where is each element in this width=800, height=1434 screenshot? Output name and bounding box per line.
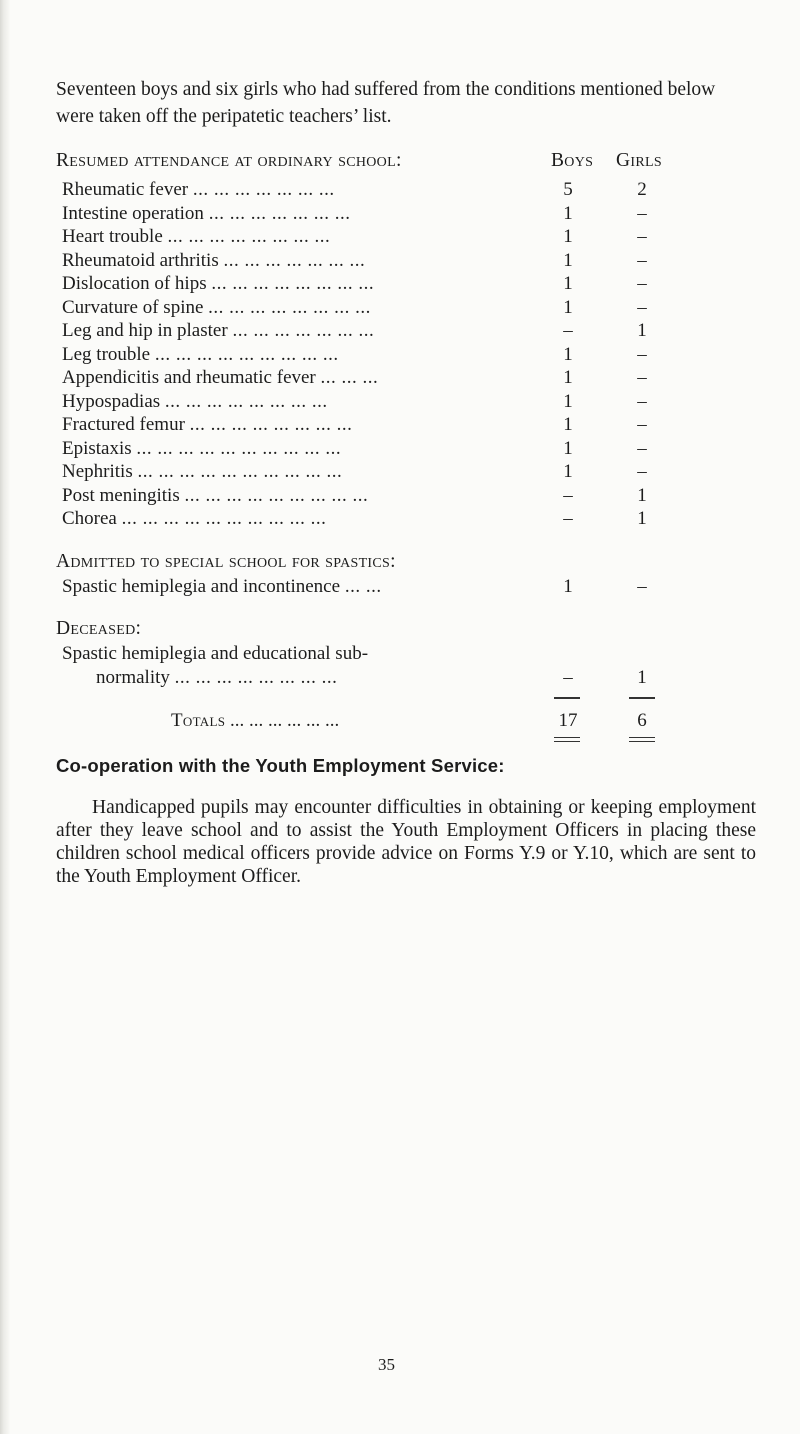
leader-dots: ... ... ... ... ... ... bbox=[230, 710, 340, 731]
boys-value: 1 bbox=[563, 249, 573, 271]
table-row bbox=[56, 366, 756, 390]
table-row bbox=[56, 296, 756, 320]
table-header bbox=[56, 150, 756, 178]
section-admitted-title: Admitted to special school for spastics: bbox=[56, 550, 396, 572]
page-number: 35 bbox=[378, 1355, 395, 1374]
page-scan-edge bbox=[0, 0, 10, 1434]
table-row bbox=[56, 666, 756, 690]
girls-value: – bbox=[637, 296, 647, 318]
table-row bbox=[56, 225, 756, 249]
intro-paragraph: Seventeen boys and six girls who had suffered from the conditions mentioned below were taken off the peripatetic teachers’ list. bbox=[56, 79, 716, 127]
boys-value: 1 bbox=[563, 273, 573, 294]
girls-value: – bbox=[637, 226, 647, 247]
totals-label: Totals bbox=[171, 710, 226, 731]
girls-value: – bbox=[637, 367, 647, 388]
row-label-group bbox=[62, 413, 352, 437]
boys-value: 1 bbox=[563, 390, 573, 412]
table-row bbox=[56, 642, 756, 666]
leader-dots: ... ... ... ... ... ... ... ... bbox=[189, 414, 353, 435]
leader-dots: ... ... ... ... ... ... ... ... bbox=[208, 296, 371, 318]
leader-dots: ... ... ... ... ... ... ... ... ... ... bbox=[121, 508, 327, 529]
table-row bbox=[56, 507, 756, 531]
row-label-continued bbox=[96, 666, 337, 690]
table-row bbox=[56, 460, 756, 484]
resumed-rows bbox=[56, 178, 756, 531]
row-label-group bbox=[62, 437, 341, 461]
leader-dots: ... ... bbox=[344, 575, 382, 597]
totals-girls: 6 bbox=[637, 710, 647, 731]
table-row bbox=[56, 575, 756, 599]
row-label-group bbox=[62, 319, 374, 343]
leader-dots: ... ... ... ... ... ... ... ... ... bbox=[184, 484, 369, 506]
table-row bbox=[56, 249, 756, 273]
conditions-table bbox=[56, 150, 756, 751]
row-label: Leg trouble bbox=[62, 343, 151, 365]
boys-value: 1 bbox=[563, 296, 573, 318]
table-row bbox=[56, 343, 756, 367]
leader-dots: ... ... ... ... ... ... ... ... ... ... bbox=[137, 461, 343, 482]
row-label-group bbox=[62, 390, 328, 414]
girls-value: 1 bbox=[637, 320, 647, 341]
girls-value: – bbox=[637, 202, 647, 224]
row-label: Appendicitis and rheumatic fever bbox=[62, 367, 316, 388]
row-label: Heart trouble bbox=[62, 226, 163, 247]
row-label: Rheumatic fever bbox=[62, 179, 189, 200]
leader-dots: ... ... ... ... ... ... ... ... ... ... bbox=[136, 437, 342, 459]
cooperation-heading: Co-operation with the Youth Employment Service: bbox=[56, 755, 505, 776]
girls-value: 1 bbox=[637, 484, 647, 506]
row-label: Spastic hemiplegia and educational sub- bbox=[62, 643, 369, 664]
row-label-group bbox=[62, 366, 378, 390]
girls-value: – bbox=[637, 575, 647, 597]
girls-value: – bbox=[637, 414, 647, 435]
boys-value: – bbox=[563, 484, 573, 506]
row-label: Curvature of spine bbox=[62, 296, 204, 318]
boys-value: 5 bbox=[563, 179, 573, 200]
boys-value: 1 bbox=[563, 414, 573, 435]
girls-value: – bbox=[637, 343, 647, 365]
row-label: Post meningitis bbox=[62, 484, 180, 506]
table-row bbox=[56, 390, 756, 414]
row-label-group bbox=[62, 178, 335, 202]
double-rule bbox=[56, 733, 756, 751]
leader-dots: ... ... ... ... ... ... ... ... bbox=[174, 666, 338, 688]
leader-dots: ... ... ... ... ... ... ... bbox=[192, 179, 335, 200]
section-deceased-header bbox=[56, 616, 756, 642]
row-label: Leg and hip in plaster bbox=[62, 320, 228, 341]
column-header-girls: Girls bbox=[616, 150, 662, 171]
row-label: Chorea bbox=[62, 508, 117, 529]
total-rule bbox=[56, 689, 756, 709]
table-row bbox=[56, 178, 756, 202]
row-label-group bbox=[62, 225, 330, 249]
row-label-group bbox=[62, 249, 365, 273]
leader-dots: ... ... ... ... ... ... ... ... ... bbox=[154, 343, 339, 365]
boys-value: 1 bbox=[563, 575, 573, 597]
boys-value: 1 bbox=[563, 437, 573, 459]
girls-value: – bbox=[637, 461, 647, 482]
boys-value: – bbox=[563, 666, 573, 688]
table-row bbox=[56, 484, 756, 508]
row-label-group bbox=[62, 507, 326, 531]
girls-value: 1 bbox=[637, 666, 647, 688]
table-row bbox=[56, 437, 756, 461]
row-label: Fractured femur bbox=[62, 414, 185, 435]
row-label: Rheumatoid arthritis bbox=[62, 249, 219, 271]
table-row bbox=[56, 319, 756, 343]
totals-label-group bbox=[171, 709, 339, 733]
leader-dots: ... ... ... ... ... ... ... bbox=[223, 249, 366, 271]
boys-value: 1 bbox=[563, 343, 573, 365]
cooperation-paragraph: Handicapped pupils may encounter difficulties in obtaining or keeping employment after they leave school and to assist the Youth Employment Officers in placing these children school medical officers provide advice on Forms Y.9 or Y.10, which are sent to the Youth Employment Officer. bbox=[56, 797, 756, 887]
girls-value: – bbox=[637, 249, 647, 271]
row-label-text: normality bbox=[96, 666, 170, 688]
admitted-rows bbox=[56, 575, 756, 599]
row-label-group bbox=[62, 484, 368, 508]
girls-value: 2 bbox=[637, 179, 647, 200]
row-label: Epistaxis bbox=[62, 437, 132, 459]
leader-dots: ... ... ... ... ... ... ... bbox=[232, 320, 375, 341]
boys-value: 1 bbox=[563, 226, 573, 247]
column-header-boys: Boys bbox=[551, 150, 594, 171]
table-row bbox=[56, 413, 756, 437]
leader-dots: ... ... ... ... ... ... ... ... bbox=[164, 390, 328, 412]
table-row bbox=[56, 202, 756, 226]
leader-dots: ... ... ... ... ... ... ... ... bbox=[167, 226, 331, 247]
row-label-group bbox=[62, 343, 339, 367]
row-label-group bbox=[62, 296, 371, 320]
row-label: Intestine operation bbox=[62, 202, 204, 224]
leader-dots: ... ... ... bbox=[320, 367, 379, 388]
totals-boys: 17 bbox=[558, 710, 578, 731]
boys-value: 1 bbox=[563, 202, 573, 224]
row-label: Dislocation of hips bbox=[62, 273, 207, 294]
row-label: Nephritis bbox=[62, 461, 133, 482]
row-label-group bbox=[62, 272, 374, 296]
section-resumed-title: Resumed attendance at ordinary school: bbox=[56, 150, 402, 171]
table-row bbox=[56, 272, 756, 296]
row-label: Spastic hemiplegia and incontinence bbox=[62, 575, 341, 597]
girls-value: – bbox=[637, 390, 647, 412]
boys-value: – bbox=[563, 320, 573, 341]
section-admitted-header bbox=[56, 549, 756, 575]
section-deceased-title: Deceased: bbox=[56, 618, 142, 639]
girls-value: – bbox=[637, 437, 647, 459]
leader-dots: ... ... ... ... ... ... ... bbox=[208, 202, 351, 224]
boys-value: 1 bbox=[563, 367, 573, 388]
girls-value: 1 bbox=[637, 508, 647, 529]
row-label-group bbox=[62, 202, 350, 226]
girls-value: – bbox=[637, 273, 647, 294]
row-label: Hypospadias bbox=[62, 390, 161, 412]
boys-value: 1 bbox=[563, 461, 573, 482]
row-label-group bbox=[62, 575, 382, 599]
totals-row bbox=[56, 709, 756, 733]
leader-dots: ... ... ... ... ... ... ... ... bbox=[211, 273, 375, 294]
row-label-group bbox=[62, 460, 342, 484]
boys-value: – bbox=[563, 508, 573, 529]
